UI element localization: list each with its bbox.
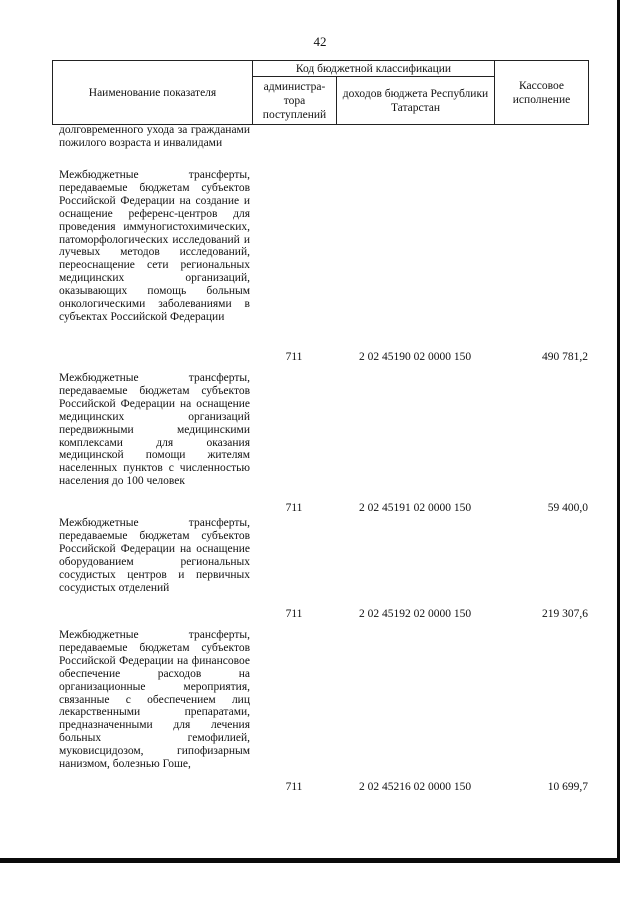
table-row	[0, 629, 640, 829]
row-name: долговременного ухода за гражданами пожилого возраста и инвалидами	[59, 124, 250, 149]
row-name: Межбюджетные трансферты, передаваемые бюджетам субъектов Российской Федерации на финансовое обеспечение расходов на организационные мероприятия, связанные с обеспечением лиц лекарственными препаратами, предназначенными для лечения больных гемофилией, муковисцидозом, гипофизарным нанизмом, болезнью Гоше,	[59, 629, 250, 771]
row-admin: 711	[285, 781, 303, 793]
row-amount: 59 400,0	[547, 502, 588, 514]
table-row	[0, 124, 640, 169]
row-name: Межбюджетные трансферты, передаваемые бюджетам субъектов Российской Федерации на оснащение медицинских организаций передвижными медицинскими комплексами для оказания медицинской помощи жителям населенных пунктов с численностью населения до 100 человек	[59, 372, 250, 488]
row-name: Межбюджетные трансферты, передаваемые бюджетам субъектов Российской Федерации на создание и оснащение референс-центров для проведения иммуногистохимических, патоморфологических исследований и лучевых методов исследований, переоснащение сети региональных медицинских организаций, оказывающих помощь больным онкологическими заболеваниями в субъектах Российской Федерации	[59, 169, 250, 323]
row-admin: 711	[285, 351, 303, 363]
table-row	[0, 372, 640, 517]
table-body	[0, 124, 640, 829]
table-row	[0, 517, 640, 629]
row-code: 2 02 45216 02 0000 150	[358, 781, 472, 793]
row-admin: 711	[285, 608, 303, 620]
table-header	[52, 60, 589, 125]
header-amount: Кассовое исполнение	[495, 61, 589, 125]
row-name: Межбюджетные трансферты, передаваемые бюджетам субъектов Российской Федерации на оснащение оборудованием региональных сосудистых центров и первичных сосудистых отделений	[59, 517, 250, 594]
header-admin: администра-тора поступлений	[253, 77, 337, 125]
row-code: 2 02 45192 02 0000 150	[358, 608, 472, 620]
row-amount: 490 781,2	[542, 351, 588, 363]
row-admin: 711	[285, 502, 303, 514]
table-row	[0, 169, 640, 372]
row-amount: 219 307,6	[542, 608, 588, 620]
row-code: 2 02 45191 02 0000 150	[358, 502, 472, 514]
scan-border-bottom	[0, 858, 620, 863]
header-name: Наименование показателя	[53, 61, 253, 125]
header-code-group: Код бюджетной классификации	[253, 61, 495, 77]
scan-border-right	[617, 0, 620, 863]
header-income: доходов бюджета Республики Татарстан	[337, 77, 495, 125]
row-code: 2 02 45190 02 0000 150	[358, 351, 472, 363]
page-number: 42	[313, 34, 327, 49]
row-amount: 10 699,7	[547, 781, 588, 793]
